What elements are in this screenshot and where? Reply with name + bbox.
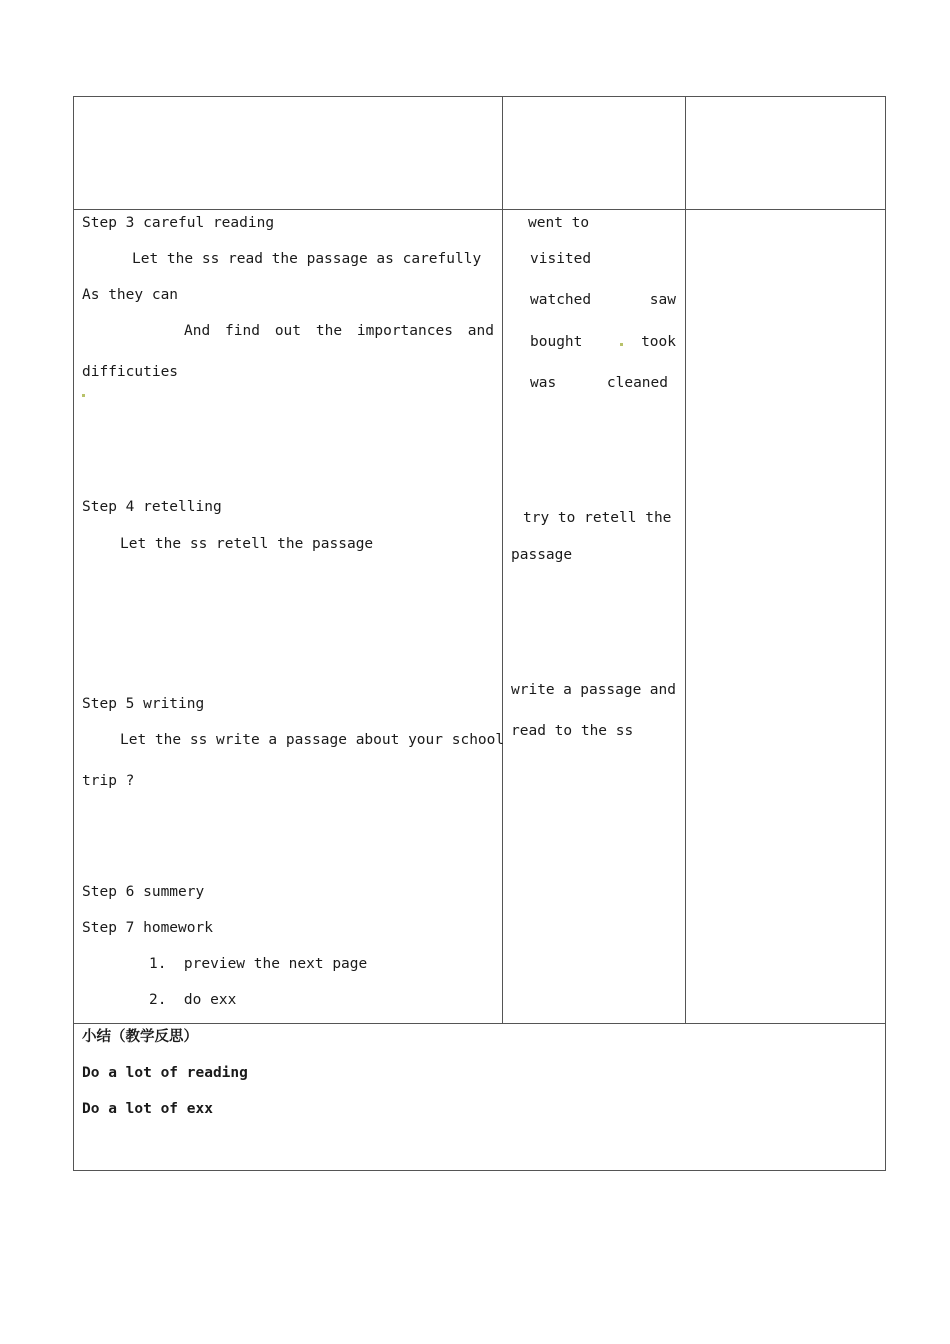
step5-line2: trip ? <box>82 773 135 789</box>
word: bought <box>530 334 583 350</box>
word: was <box>530 375 557 391</box>
table-border-left <box>73 96 74 1171</box>
homework-item-2: 2. do exx <box>149 992 237 1008</box>
step3-line1: Let the ss read the passage as carefully <box>132 251 482 267</box>
step5-title: Step 5 writing <box>82 696 205 712</box>
word: write <box>511 682 555 698</box>
word: and <box>649 682 676 698</box>
summary-line1: Do a lot of reading <box>82 1065 248 1081</box>
retell-line2: passage <box>511 547 573 563</box>
summary-line2: Do a lot of exx <box>82 1101 213 1117</box>
table-border-bottom <box>73 1170 886 1171</box>
row-divider-1 <box>73 209 886 210</box>
homework-item-1: 1. preview the next page <box>149 956 368 972</box>
retell-line1: try to retell the <box>523 510 672 526</box>
verb-row-bought <box>530 333 676 351</box>
word: the <box>315 323 343 339</box>
verb-row-watched <box>530 291 676 309</box>
speck-mark <box>82 394 85 397</box>
step5-line1: Let the ss write a passage about your school <box>120 732 505 748</box>
word: saw <box>649 292 676 308</box>
step7-title: Step 7 homework <box>82 920 213 936</box>
word: a <box>563 682 572 698</box>
column-divider-2 <box>685 96 686 1024</box>
word: cleaned <box>606 375 668 391</box>
column-divider-1 <box>502 96 503 1024</box>
summary-heading: 小结（教学反思） <box>82 1029 198 1045</box>
verb-row-was <box>530 374 668 392</box>
word: took <box>641 334 676 350</box>
table-border-right <box>885 96 886 1171</box>
word: and <box>467 323 494 339</box>
step4-line1: Let the ss retell the passage <box>120 536 374 552</box>
verb-went-to: went to <box>528 215 590 231</box>
write-line1 <box>511 681 676 699</box>
word: watched <box>530 292 592 308</box>
step3-line2: As they can <box>82 287 179 303</box>
word: importances <box>356 323 453 339</box>
word: out <box>274 323 302 339</box>
step4-title: Step 4 retelling <box>82 499 222 515</box>
word: find <box>225 323 260 339</box>
step3-line4: difficuties <box>82 364 179 380</box>
table-border-top <box>73 96 886 97</box>
step3-line3 <box>184 322 494 340</box>
verb-visited: visited <box>530 251 592 267</box>
step3-title: Step 3 careful reading <box>82 215 275 231</box>
word: passage <box>580 682 642 698</box>
row-divider-2 <box>73 1023 886 1024</box>
step6-title: Step 6 summery <box>82 884 205 900</box>
write-line2: read to the ss <box>511 723 634 739</box>
speck-mark <box>620 343 623 346</box>
word: And <box>184 323 211 339</box>
